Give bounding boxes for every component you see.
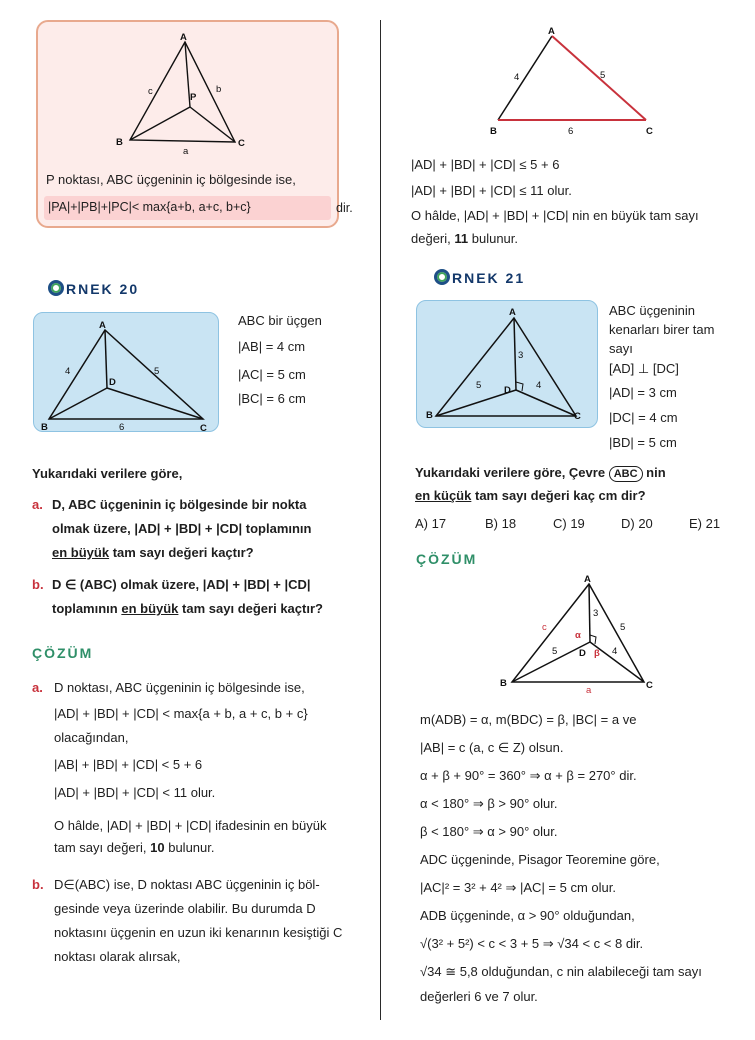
- formula-highlight: [44, 196, 331, 220]
- side-c-label: c: [148, 86, 153, 97]
- solution-21-line-5: β < 180° ⇒ α > 90° olur.: [420, 824, 558, 839]
- solution-21-line-4: α < 180° ⇒ β > 90° olur.: [420, 796, 558, 811]
- vertex-a-label: A: [99, 320, 106, 331]
- segment-bd-label: 5: [552, 646, 558, 657]
- given-21-2: kenarları birer tam: [609, 322, 715, 337]
- vertex-c-label: C: [238, 138, 245, 149]
- given-21-7: |BD| = 5 cm: [609, 435, 677, 450]
- solution-21-line-8: ADB üçgeninde, α > 90° olduğundan,: [420, 908, 635, 923]
- vertex-b-label: B: [426, 410, 433, 421]
- triangle-p-figure: [110, 30, 250, 160]
- example-20-triangle: [33, 312, 219, 436]
- vertex-a-label: A: [584, 574, 591, 585]
- question-b-line-2: toplamının en büyük tam sayı değeri kaçtır?: [52, 601, 323, 616]
- solution-a-marker: a.: [32, 680, 43, 695]
- question-a-line-3: en büyük tam sayı değeri kaçtır?: [52, 545, 254, 560]
- point-p-label: P: [190, 92, 197, 103]
- solution-a-line-5: |AD| + |BD| + |CD| < 11 olur.: [54, 785, 216, 800]
- side-ac-label: 5: [154, 366, 160, 377]
- segment-dc-label: 4: [536, 380, 542, 391]
- question-intro: Yukarıdaki verilere göre,: [32, 466, 183, 481]
- formula-text: |PA|+|PB|+|PC|< max{a+b, a+c, b+c}: [48, 200, 251, 214]
- vertex-a-label: A: [509, 307, 516, 318]
- side-c-label: c: [542, 622, 547, 633]
- solution-a-line-3: olacağından,: [54, 730, 129, 745]
- point-d-label: D: [579, 648, 586, 659]
- solution-21-line-3: α + β + 90° = 360° ⇒ α + β = 270° dir.: [420, 768, 637, 783]
- solution-b-line-2: gesinde veya üzerinde olabilir. Bu durumda D: [54, 901, 316, 916]
- given-21-6: |DC| = 4 cm: [609, 410, 678, 425]
- segment-dc-label: 4: [612, 646, 618, 657]
- side-ac-label: 5: [620, 622, 626, 633]
- solution-a-line-7: tam sayı değeri, 10 bulunur.: [54, 840, 215, 855]
- o-logo-icon: [48, 280, 64, 296]
- solution-21-line-2: |AB| = c (a, c ∈ Z) olsun.: [420, 740, 564, 755]
- vertex-c-label: C: [646, 680, 653, 691]
- side-ac-label: 5: [600, 70, 606, 81]
- solution-21-heading: ÇÖZÜM: [416, 551, 478, 567]
- solution-20-heading: ÇÖZÜM: [32, 645, 94, 661]
- option-a: A) 17: [415, 516, 447, 531]
- question-b-line-1: D ∈ (ABC) olmak üzere, |AD| + |BD| + |CD|: [52, 577, 311, 592]
- example-21-heading: RNEK 21: [434, 269, 525, 286]
- right-line-4: değeri, 11 bulunur.: [411, 231, 519, 246]
- solution-b-line-3: noktasını üçgenin en uzun iki kenarının kesiştiği C: [54, 925, 343, 940]
- option-b: B) 18: [485, 516, 517, 531]
- side-ab-label: 4: [514, 72, 520, 83]
- given-21-4: [AD] ⊥ [DC]: [609, 361, 679, 376]
- angle-beta-label: β: [594, 648, 600, 659]
- segment-bd-label: 5: [476, 380, 482, 391]
- right-line-1: |AD| + |BD| + |CD| ≤ 5 + 6: [411, 157, 560, 172]
- angle-alpha-label: α: [575, 630, 581, 641]
- example-20-heading: RNEK 20: [48, 280, 139, 297]
- option-d: D) 20: [621, 516, 653, 531]
- segment-ad-label: 3: [518, 350, 524, 361]
- example-21-triangle: [416, 300, 598, 428]
- side-bc-label: 6: [119, 422, 125, 433]
- vertex-b-label: B: [500, 678, 507, 689]
- solution-a-line-6: O hâlde, |AD| + |BD| + |CD| ifadesinin en büyük: [54, 818, 327, 833]
- right-line-2: |AD| + |BD| + |CD| ≤ 11 olur.: [411, 183, 572, 198]
- solution-21-line-7: |AC|² = 3² + 4² ⇒ |AC| = 5 cm olur.: [420, 880, 616, 895]
- given-1: ABC bir üçgen: [238, 313, 322, 328]
- question-21-line-1: Yukarıdaki verilere göre, Çevre ABC nin: [415, 465, 666, 480]
- o-logo-icon: [434, 269, 450, 285]
- solution-b-marker: b.: [32, 877, 44, 892]
- solution-21-line-11: değerleri 6 ve 7 olur.: [420, 989, 538, 1004]
- solution-21-line-9: √(3² + 5²) < c < 3 + 5 ⇒ √34 < c < 8 dir.: [420, 936, 644, 951]
- given-3: |AC| = 5 cm: [238, 367, 306, 382]
- point-d-label: D: [504, 385, 511, 396]
- info-text: P noktası, ABC üçgeninin iç bölgesinde ise,: [46, 172, 296, 187]
- point-d-label: D: [109, 377, 116, 388]
- segment-ad-label: 3: [593, 608, 599, 619]
- solution-21-triangle: [494, 572, 664, 694]
- given-2: |AB| = 4 cm: [238, 339, 306, 354]
- question-a-marker: a.: [32, 497, 43, 512]
- option-e: E) 21: [689, 516, 721, 531]
- vertex-c-label: C: [200, 423, 207, 434]
- vertex-c-label: C: [646, 126, 653, 137]
- side-bc-label: 6: [568, 126, 574, 137]
- right-top-triangle: [484, 24, 664, 140]
- side-a-label: a: [586, 685, 592, 694]
- given-4: |BC| = 6 cm: [238, 391, 306, 406]
- side-a-label: a: [183, 146, 189, 157]
- question-21-line-2: en küçük tam sayı değeri kaç cm dir?: [415, 488, 646, 503]
- vertex-b-label: B: [490, 126, 497, 137]
- solution-21-line-6: ADC üçgeninde, Pisagor Teoremine göre,: [420, 852, 660, 867]
- solution-a-line-1: D noktası, ABC üçgeninin iç bölgesinde ise,: [54, 680, 305, 695]
- question-a-line-2: olmak üzere, |AD| + |BD| + |CD| toplamının: [52, 521, 312, 536]
- vertex-b-label: B: [116, 137, 123, 148]
- column-divider: [380, 20, 381, 1020]
- question-a-line-1: D, ABC üçgeninin iç bölgesinde bir nokta: [52, 497, 307, 512]
- solution-21-line-10: √34 ≅ 5,8 olduğundan, c nin alabileceği tam sayı: [420, 964, 702, 979]
- side-b-label: b: [216, 84, 222, 95]
- solution-a-line-2: |AD| + |BD| + |CD| < max{a + b, a + c, b + c}: [54, 706, 308, 721]
- solution-b-line-1: D∈(ABC) ise, D noktası ABC üçgeninin iç böl-: [54, 877, 320, 892]
- option-c: C) 19: [553, 516, 585, 531]
- vertex-a-label: A: [180, 32, 187, 43]
- solution-21-line-1: m(ADB) = α, m(BDC) = β, |BC| = a ve: [420, 712, 637, 727]
- side-ab-label: 4: [65, 366, 71, 377]
- formula-tail: dir.: [336, 201, 353, 215]
- given-21-1: ABC üçgeninin: [609, 303, 695, 318]
- solution-b-line-4: noktası olarak alırsak,: [54, 949, 181, 964]
- right-line-3: O hâlde, |AD| + |BD| + |CD| nin en büyük tam sayı: [411, 208, 699, 223]
- given-21-3: sayı: [609, 341, 633, 356]
- vertex-b-label: B: [41, 422, 48, 433]
- solution-a-line-4: |AB| + |BD| + |CD| < 5 + 6: [54, 757, 203, 772]
- given-21-5: |AD| = 3 cm: [609, 385, 677, 400]
- vertex-a-label: A: [548, 26, 555, 37]
- question-b-marker: b.: [32, 577, 44, 592]
- vertex-c-label: C: [574, 411, 581, 422]
